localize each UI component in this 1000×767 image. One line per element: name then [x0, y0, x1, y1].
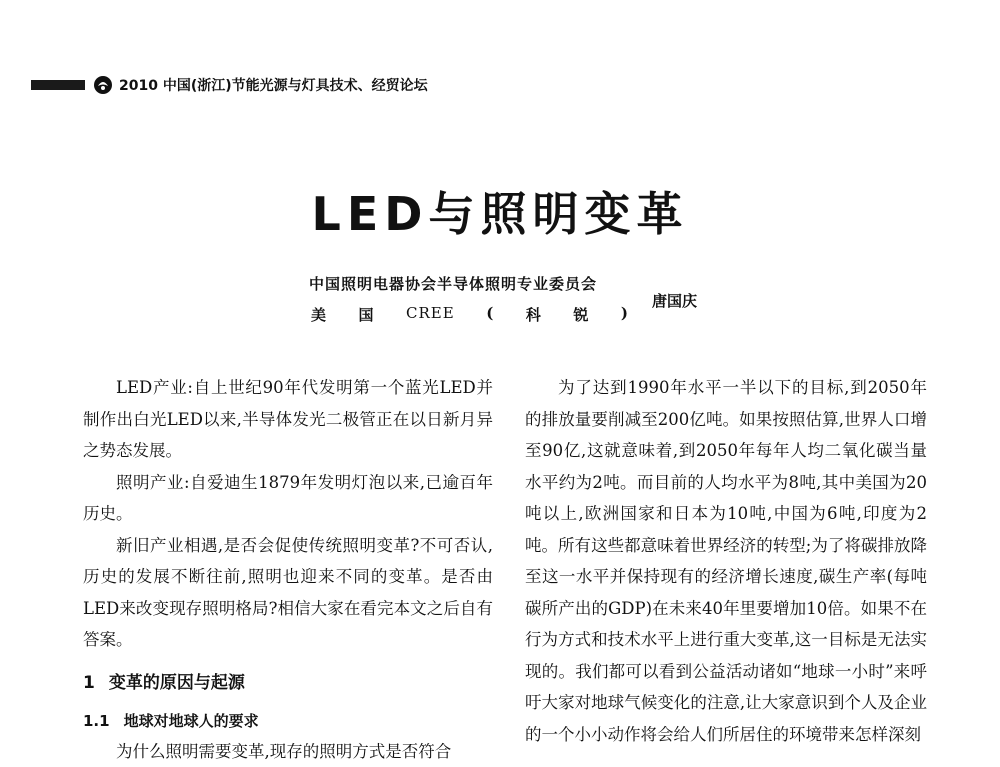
affiliation-token: CREE — [406, 304, 455, 325]
paragraph: 照明产业:自爱迪生1879年发明灯泡以来,已逾百年历史。 — [83, 467, 493, 530]
paragraph: 新旧产业相遇,是否会促使传统照明变革?不可否认,历史的发展不断往前,照明也迎来不同的变革。是否由LED来改变现存照明格局?相信大家在看完本文之后自有答案。 — [83, 530, 493, 656]
lantern-logo-icon — [93, 75, 113, 95]
affiliation-token: ( — [486, 304, 494, 325]
affiliation-token: 科 — [526, 304, 542, 325]
left-column — [83, 372, 493, 767]
right-column — [525, 372, 927, 750]
affiliation-token: 国 — [359, 304, 375, 325]
section-number: 1 — [83, 673, 95, 693]
section-heading — [83, 668, 493, 698]
paragraph: 为了达到1990年水平一半以下的目标,到2050年的排放量要削减至200亿吨。如果按照估算,世界人口增至90亿,这就意味着,到2050年每年人均二氧化碳当量水平约为2吨。而目前的人均水平为8吨,其中美国为20吨以上,欧洲国家和日本为10吨,中国为6吨,印度为2吨。所有这些都意味着世界经济的转型;为了将碳排放降至这一水平并保持现有的经济增长速度,碳生产率(每吨碳所产出的GDP)在未来40年里要增加10倍。如果不在行为方式和技术水平上进行重大变革,这一目标是无法实现的。我们都可以看到公益活动诸如“地球一小时”来呼吁大家对地球气候变化的注意,让大家意识到个人及企业的一个小小动作将会给人们所居住的环境带来怎样深刻 — [525, 372, 927, 750]
paragraph: 为什么照明需要变革,现存的照明方式是否符合 — [83, 736, 493, 767]
section-title: 变革的原因与起源 — [109, 673, 245, 693]
affiliation-token: ) — [621, 304, 629, 325]
subsection-heading — [83, 706, 493, 736]
header-text: 2010 中国(浙江)节能光源与灯具技术、经贸论坛 — [119, 75, 428, 95]
running-header — [31, 74, 428, 96]
affiliation-token: 锐 — [573, 304, 589, 325]
author-name: 唐国庆 — [652, 290, 697, 311]
subsection-title: 地球对地球人的要求 — [124, 712, 259, 730]
paper-title: LED与照明变革 — [0, 178, 1000, 244]
paragraph: LED产业:自上世纪90年代发明第一个蓝光LED并制作出白光LED以来,半导体发光二极管正在以日新月异之势态发展。 — [83, 372, 493, 467]
subsection-number: 1.1 — [83, 712, 110, 730]
header-bar — [31, 80, 85, 90]
affiliation-token: 美 — [311, 304, 327, 325]
affiliation-line-1: 中国照明电器协会半导体照明专业委员会 — [309, 273, 597, 294]
affiliation-line-2 — [311, 304, 629, 325]
